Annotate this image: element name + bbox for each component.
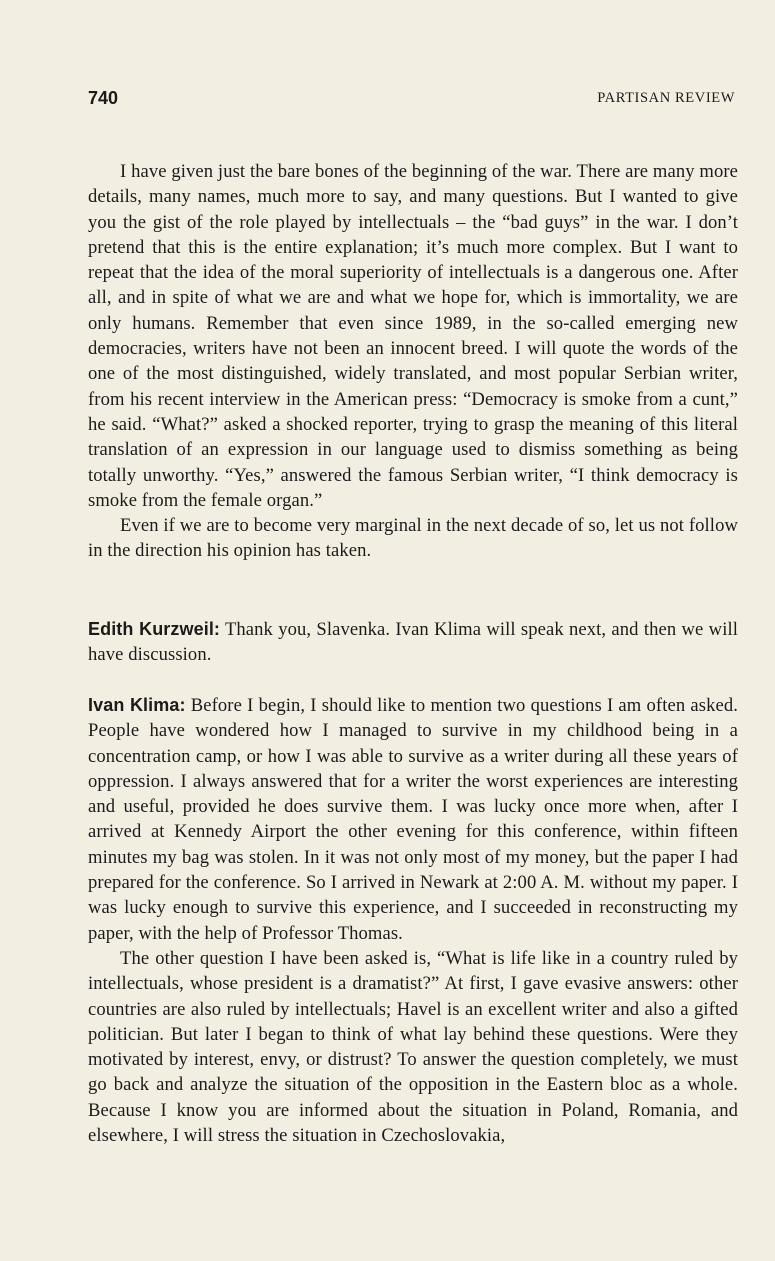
speaker-paragraph [88, 617, 738, 668]
speaker-name: Edith Kurzweil: [88, 619, 221, 639]
speaker-text: Before I begin, I should like to mention two questions I am often asked. People have wondered how I managed to survive in my childhood being in a concentration camp, or how I was able to survive as a writer during all these years of oppression. I always answered that for a writer the worst experiences are interesting and useful, provided he does survive them. I was lucky once more when, after I arrived at Kennedy Airport the other evening for this conference, within fifteen minutes my bag was stolen. In it was not only most of my money, but the paper I had prepared for the conference. So I arrived in Newark at 2:00 A. M. without my paper. I was lucky enough to survive this experience, and I succeeded in reconstructing my paper, with the help of Professor Thomas. [88, 695, 738, 944]
moderator-remark-block [88, 617, 738, 668]
speaker-name: Ivan Klima: [88, 695, 186, 715]
speaker-remarks-block [88, 693, 738, 1148]
speaker-paragraph [88, 693, 738, 946]
page-number: 740 [88, 88, 119, 108]
closing-remarks-block [88, 159, 738, 564]
running-head: PARTISAN REVIEW [597, 90, 735, 106]
body-paragraph: I have given just the bare bones of the beginning of the war. There are many more details, many names, much more to say, and many questions. But I wanted to give you the gist of the role played by intellectuals – the “bad guys” in the war. I don’t pretend that this is the entire explanation; it’s much more complex. But I want to repeat that the idea of the moral superiority of intellectuals is a dangerous one. After all, and in spite of what we are and what we hope for, which is immortality, we are only humans. Remember that even since 1989, in the so-called emerging new democracies, writers have not been an innocent breed. I will quote the words of the one of the most distinguished, widely translated, and most popular Serbian writer, from his recent interview in the American press: “Democracy is smoke from a cunt,” he said. “What?” asked a shocked reporter, trying to grasp the meaning of this literal translation of an expression in our language used to dismiss something as being totally unworthy. “Yes,” answered the famous Serbian writer, “I think democracy is smoke from the female organ.” [88, 161, 738, 511]
page-header [88, 88, 735, 112]
body-paragraph: The other question I have been asked is, “What is life like in a country ruled by intellectuals, whose president is a dramatist?” At first, I gave evasive answers: other countries are also ruled by intellectuals; Havel is an excellent writer and also a gifted politician. But later I began to think of what lay behind these questions. Were they motivated by interest, envy, or distrust? To answer the question completely, we must go back and analyze the situation of the opposition in the Eastern bloc as a whole. Because I know you are informed about the situation in Poland, Romania, and elsewhere, I will stress the situation in Czechoslovakia, [88, 947, 738, 1147]
body-paragraph: Even if we are to become very marginal in the next decade of so, let us not follow in the direction his opinion has taken. [88, 515, 738, 562]
speaker-text: Thank you, Slavenka. Ivan Klima will speak next, and then we will have discussion. [88, 619, 738, 666]
